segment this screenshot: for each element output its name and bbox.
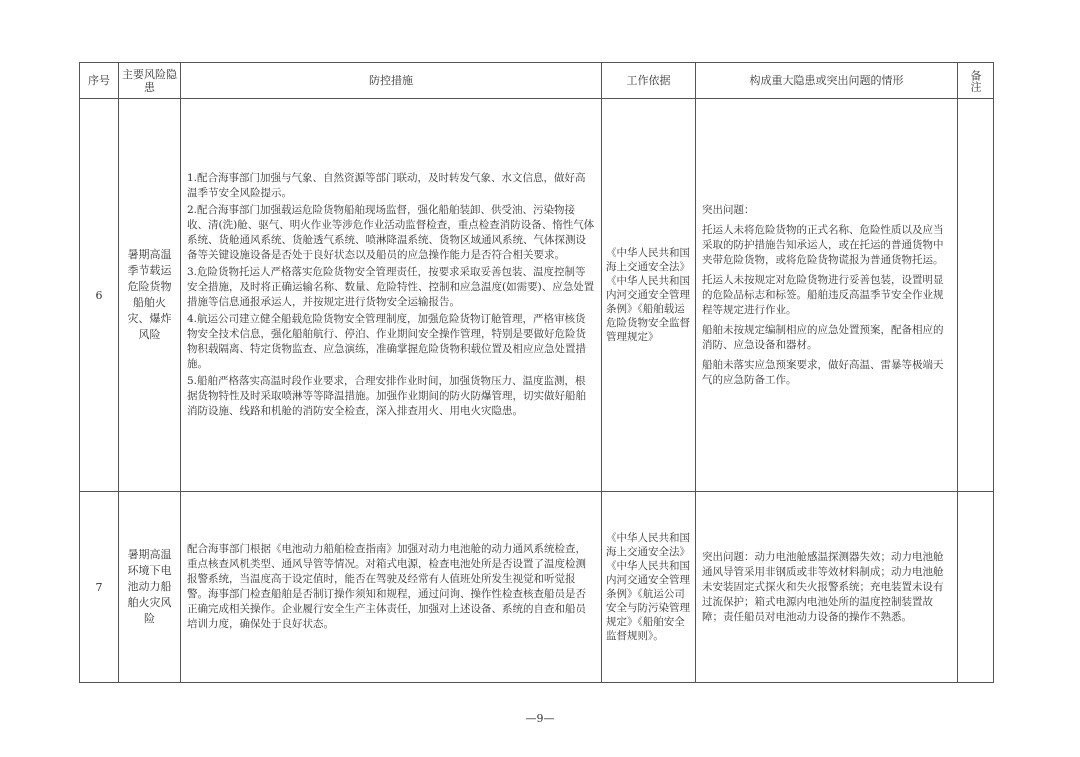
header-issues: 构成重大隐患或突出问题的情形 (696, 63, 958, 99)
table-row (80, 99, 994, 492)
issues-cell (696, 492, 958, 683)
issue-item: 突出问题：动力电池舱感温探测器失效；动力电池舱通风导管采用非钢质或非等效材料制成；动力电池舱未安装固定式探火和失火报警系统；充电装置未设有过流保护；箱式电源内电池处所的温度控制装置故障；责任船员对电池动力设备的操作不熟悉。 (702, 550, 944, 623)
measures-cell (181, 99, 602, 492)
basis-cell (602, 492, 696, 683)
issue-item: 托运人未将危险货物的正式名称、危险性质以及应当采取的防护措施告知承运人，或在托运的普通货物中夹带危险货物，或将危险货物谎报为普通货物托运。 (702, 223, 944, 266)
risk-control-table (79, 62, 994, 683)
measure-item: 3.危险货物托运人严格落实危险货物安全管理责任，按要求采取妥善包装、温度控制等安全措施，及时将正确运输名称、数量、危险特性、控制和应急温度(如需要)、应急处置措施等信息通报承运人，并按规定进行货物安全运输报告。 (187, 266, 595, 308)
header-note: 备注 (969, 69, 982, 92)
issues-cell (696, 99, 958, 492)
header-no: 序号 (80, 63, 119, 99)
header-measures: 防控措施 (181, 63, 602, 99)
row-number: 7 (80, 492, 119, 683)
measure-item: 配合海事部门根据《电池动力船舶检查指南》加强对动力电池舱的动力通风系统检查，重点核查风机类型、通风导管等情况。对箱式电源，检查电池处所是否设置了温度检测报警系统，当温度高于设定值时，能否在驾驶及经常有人值班处所发生视觉和听觉报警。海事部门检查船舶是否制订操作须知和规程，通过问询、操作性检查核查船员是否正确完成相关操作。企业履行安全生产主体责任，加强对上述设备、系统的自查和船员培训力度，确保处于良好状态。 (187, 543, 586, 630)
header-row (80, 63, 994, 99)
note-cell (958, 99, 994, 492)
issue-item: 突出问题： (702, 203, 755, 216)
basis-text: 《中华人民共和国海上交通安全法》《中华人民共和国内河交通安全管理条例》《船舶载运危险货物安全监督管理规定》 (606, 247, 690, 343)
issue-item: 船舶未落实应急预案要求，做好高温、雷暴等极端天气的应急防备工作。 (702, 358, 944, 386)
note-cell (958, 492, 994, 683)
basis-cell (602, 99, 696, 492)
row-number: 6 (80, 99, 119, 492)
risk-cell: 暑期高温环境下电池动力船舶火灾风险 (119, 492, 181, 683)
measure-item: 2.配合海事部门加强载运危险货物船舶现场监督，强化船舶装卸、供受油、污染物接收、清(洗)舱、驱气、明火作业等涉危作业活动监督检查，重点检查消防设备、惰性气体系统、货舱通风系统、货舱透气系统、喷淋降温系统、货物区域通风系统、气体探测设备等关键设施设备是否处于良好状态以及船员的应急操作能力是否符合相关要求。 (187, 204, 595, 261)
issue-item: 船舶未按规定编制相应的应急处置预案，配备相应的消防、应急设备和器材。 (702, 323, 944, 351)
table-row (80, 492, 994, 683)
measure-item: 4.航运公司建立健全船载危险货物安全管理制度，加强危险货物订舱管理，严格审核货物安全技术信息，强化船舶航行、停泊、作业期间安全操作管理，特别是要做好危险货物积载隔离、特定货物监查、应急演练，准确掌握危险货物积载位置及相应应急处置措施。 (187, 313, 586, 370)
header-basis: 工作依据 (602, 63, 696, 99)
header-risk: 主要风险隐患 (119, 63, 181, 99)
measures-cell (181, 492, 602, 683)
page-number: —9— (525, 712, 555, 725)
measure-item: 1.配合海事部门加强与气象、自然资源等部门联动，及时转发气象、水文信息，做好高温季节安全风险提示。 (187, 172, 586, 199)
measure-item: 5.船舶严格落实高温时段作业要求，合理安排作业时间，加强货物压力、温度监测，根据货物特性及时采取喷淋等等降温措施。加强作业期间的防火防爆管理，切实做好船舶消防设施、线路和机舱的消防安全检查，深入排查用火、用电火灾隐患。 (187, 375, 586, 417)
issue-item: 托运人未按规定对危险货物进行妥善包装，设置明显的危险品标志和标签。船舶违反高温季节安全作业规程等规定进行作业。 (702, 273, 944, 316)
basis-text: 《中华人民共和国海上交通安全法》《中华人民共和国内河交通安全管理条例》《航运公司安全与防污染管理规定》《船舶安全监督规则》。 (606, 532, 690, 642)
risk-cell: 暑期高温季节载运危险货物船舶火灾、爆炸风险 (119, 99, 181, 492)
